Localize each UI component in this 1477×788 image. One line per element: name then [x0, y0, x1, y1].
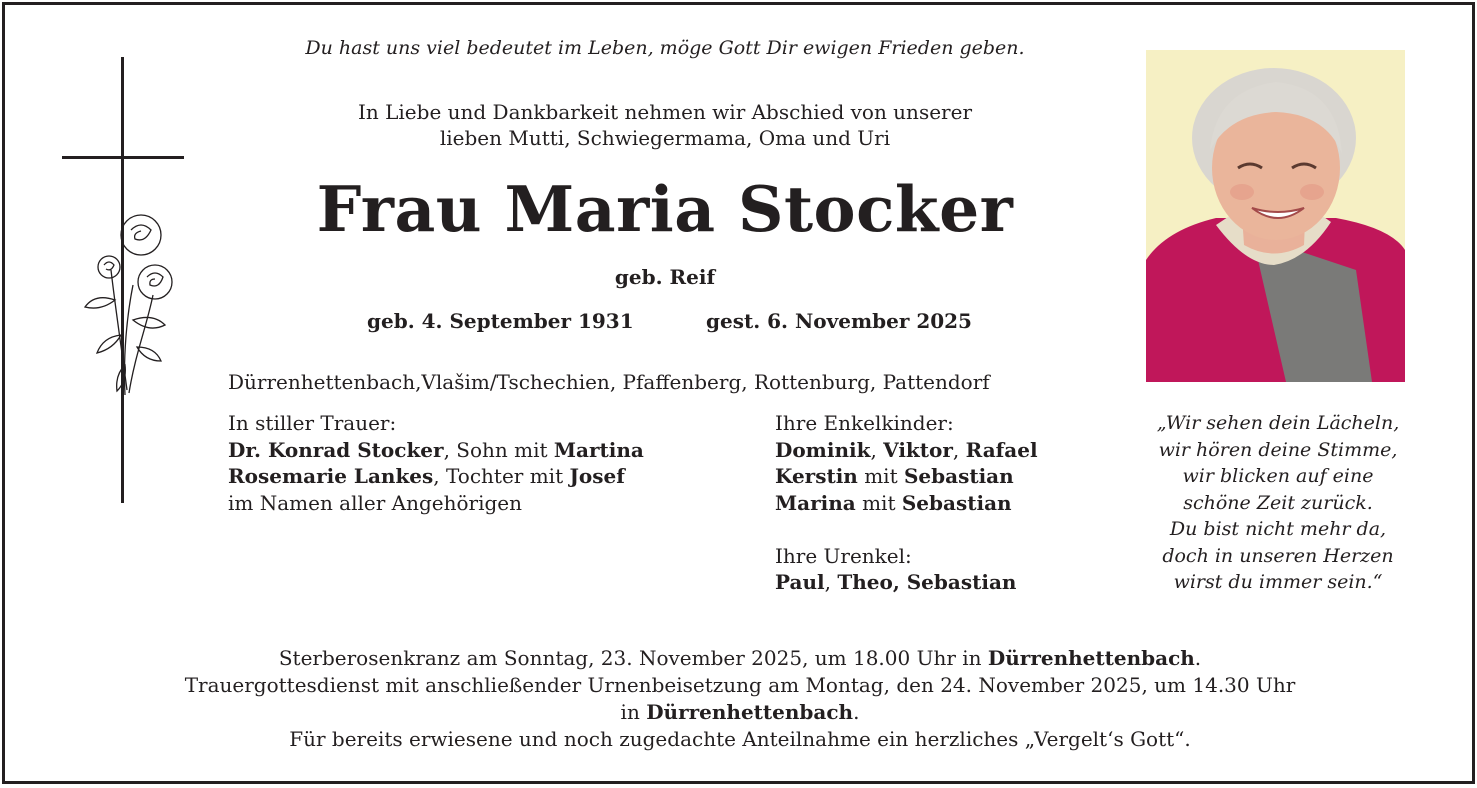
rosary-line: Sterberosenkranz am Sonntag, 23. November 2025, um 18.00 Uhr in Dürrenhettenbach. — [278, 646, 1202, 670]
grandchildren-list — [775, 410, 1038, 596]
quote-line: schöne Zeit zurück. — [1183, 491, 1373, 514]
funeral-place-line: in Dürrenhettenbach. — [620, 700, 860, 724]
quote-line: wir hören deine Stimme, — [1158, 438, 1398, 461]
service-info — [60, 645, 1420, 753]
intro-line: In Liebe und Dankbarkeit nehmen wir Abschied von unserer — [357, 100, 972, 124]
list-item: Kerstin mit Sebastian — [775, 464, 1014, 488]
list-item: Dominik, Viktor, Rafael — [775, 437, 1038, 462]
quote-line: wir blicken auf eine — [1182, 465, 1374, 487]
list-item: Paul, Theo, Sebastian — [775, 570, 1017, 594]
motto: Du hast uns viel bedeutet im Leben, möge Gott Dir ewigen Frieden geben. — [305, 37, 1025, 59]
birth-date: geb. 4. September 1931 — [367, 309, 634, 333]
deceased-name: Frau Maria Stocker — [316, 172, 1014, 246]
list-item: Dr. Konrad Stocker, Sohn mit Martina — [228, 437, 644, 462]
quote-line: wirst du immer sein.“ — [1173, 571, 1383, 593]
quote — [1120, 410, 1436, 596]
born-name: geb. Reif — [614, 265, 716, 289]
quote-line: Du bist nicht mehr da, — [1169, 518, 1387, 540]
list-item: Rosemarie Lankes, Tochter mit Josef — [228, 464, 625, 488]
mourners-list — [228, 410, 644, 516]
list-item: Marina mit Sebastian — [775, 490, 1012, 515]
thanks-line: Für bereits erwiesene und noch zugedachte Anteilnahme ein herzliches „Vergelt‘s Gott“. — [289, 727, 1191, 751]
list-item: im Namen aller Angehörigen — [228, 490, 523, 515]
great-grandchildren-heading: Ihre Urenkel: — [775, 543, 912, 568]
death-date: gest. 6. November 2025 — [706, 309, 972, 333]
portrait-photo — [1146, 50, 1405, 382]
places: Dürrenhettenbach,Vlašim/Tschechien, Pfaffenberg, Rottenburg, Pattendorf — [228, 370, 990, 394]
quote-line: doch in unseren Herzen — [1162, 544, 1394, 567]
funeral-line: Trauergottesdienst mit anschließender Urnenbeisetzung am Montag, den 24. November 2025, um 14.30 Uhr — [184, 673, 1296, 697]
quote-line: „Wir sehen dein Lächeln, — [1156, 412, 1400, 434]
intro-text — [140, 99, 1190, 151]
intro-line: lieben Mutti, Schwiegermama, Oma und Uri — [439, 126, 891, 150]
mourners-heading: In stiller Trauer: — [228, 411, 397, 435]
grandchildren-heading: Ihre Enkelkinder: — [775, 411, 954, 435]
